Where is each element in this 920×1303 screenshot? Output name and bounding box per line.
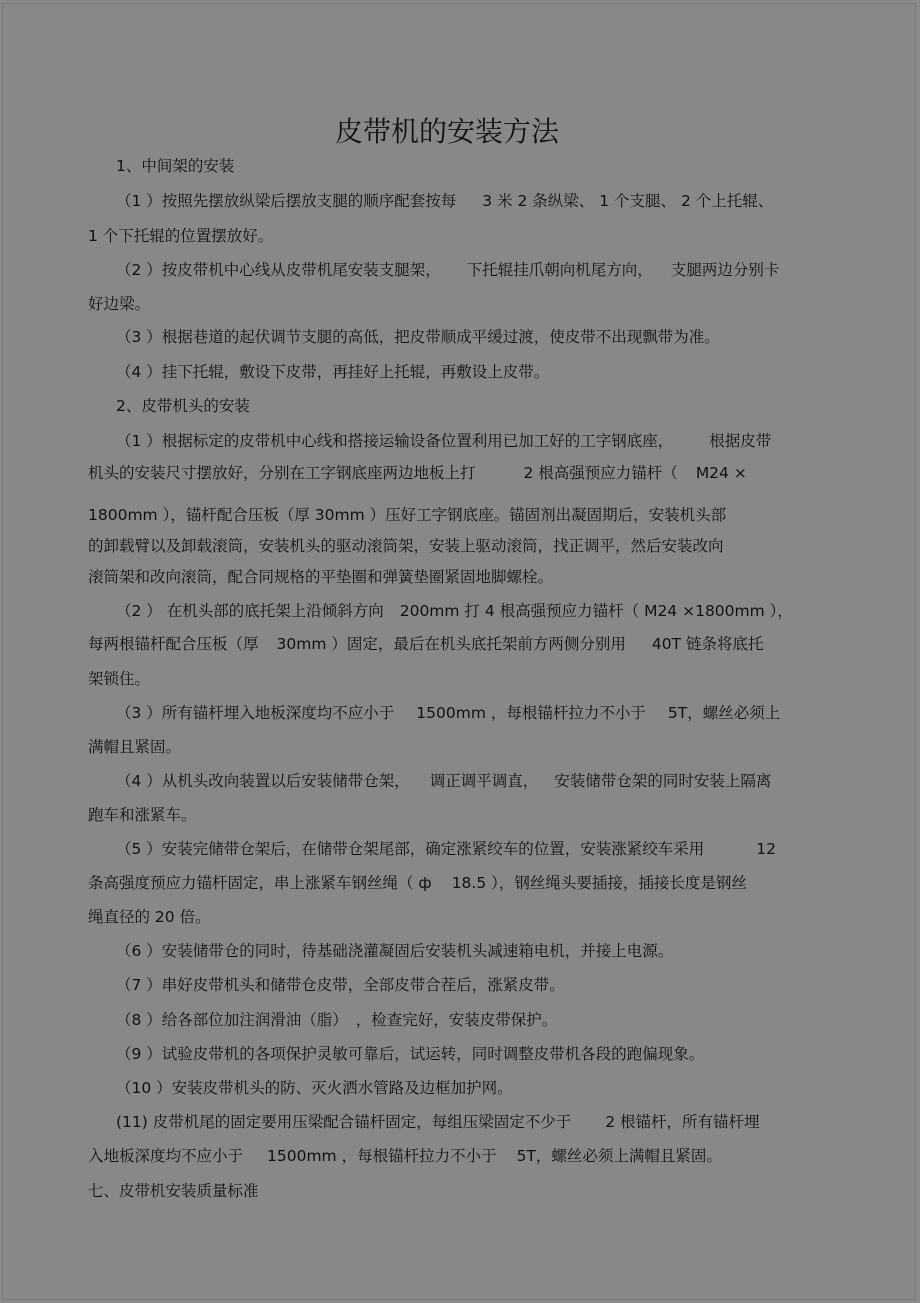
text-segment: 18.5 ），钢丝绳头要插接，插接长度是钢丝 [451,874,747,892]
section-heading: 1、中间架的安装 [116,157,235,175]
paragraph-line: 1800mm ），锚杆配合压板（厚 30mm ）压好工字钢底座。锚固剂出凝固期后，安装机头部 [88,506,727,524]
paragraph-line: （9 ）试验皮带机的各项保护灵敏可靠后，试运转，同时调整皮带机各段的跑偏现象。 [116,1045,705,1063]
text-segment: 根据皮带 [709,432,772,450]
text-segment: 12 [756,840,777,858]
paragraph-line: 满帽且紧固。 [88,738,182,756]
paragraph-line: （3 ）根据巷道的起伏调节支腿的高低，把皮带顺成平缓过渡，使皮带不出现飘带为准。 [116,328,720,346]
text-segment: （2 ） 在机头部的底托架上沿倾斜方向 [116,602,384,620]
text-segment: （2 ）按皮带机中心线从皮带机尾安装支腿架， [116,261,441,279]
text-segment: 40T 链条将底托 [651,635,764,653]
paragraph-line [88,462,747,484]
text-segment: 1500mm ，每根锚杆拉力不小于 [267,1147,497,1165]
text-segment: 条高强度预应力锚杆固定，串上涨紧车钢丝绳（ ф [88,874,432,892]
paragraph-line: 滚筒架和改向滚筒，配合同规格的平垫圈和弹簧垫圈紧固地脚螺栓。 [88,568,554,586]
text-segment: （1 ）按照先摆放纵梁后摆放支腿的顺序配套按每 [116,192,457,210]
text-segment: （4 ）从机头改向装置以后安装储带仓架， [116,772,410,790]
text-segment: （1 ）根据标定的皮带机中心线和搭接运输设备位置利用已加工好的工字钢底座， [116,432,674,450]
paragraph-line: （4 ）挂下托辊，敷设下皮带，再挂好上托辊，再敷设上皮带。 [116,363,550,381]
text-segment: 入地板深度均不应小于 [88,1147,244,1165]
text-segment: 2 根高强预应力锚杆（ [523,464,678,482]
paragraph-line: （10 ）安装皮带机头的防、灭火洒水管路及边框加护网。 [116,1079,513,1097]
paragraph-line [116,259,779,281]
text-segment: （5 ）安装完储带仓架后，在储带仓架尾部，确定涨紧绞车的位置，安装涨紧绞车采用 [116,840,705,858]
paragraph-line [88,633,764,655]
page-title: 皮带机的安装方法 [334,115,559,148]
text-segment: 调正调平调直， [429,772,539,790]
paragraph-line: 跑车和涨紧车。 [88,806,197,824]
paragraph-line: 的卸载臂以及卸载滚筒，安装机头的驱动滚筒架，安装上驱动滚筒，找正调平，然后安装改向 [88,537,724,555]
text-segment: 5T，螺丝必须上满帽且紧固。 [516,1147,722,1165]
paragraph-line [116,1009,557,1031]
paragraph-line [116,1111,760,1133]
paragraph-line [88,872,747,894]
text-segment: 30mm ）固定，最后在机头底托架前方两侧分别用 [276,635,626,653]
paragraph-line [116,702,780,724]
paragraph-line: 好边梁。 [88,295,151,313]
paragraph-line [116,430,771,452]
paragraph-line [116,770,771,792]
paragraph-line: 架锁住。 [88,670,151,688]
paragraph-line [116,190,773,212]
text-segment: ，检查完好，安装皮带保护。 [355,1011,558,1029]
text-segment: M24 × [695,464,747,482]
text-segment: 安装储带仓架的同时安装上隔离 [554,772,772,790]
text-segment: 200mm 打 4 根高强预应力锚杆（ M24 ×1800mm ）， [399,602,793,620]
text-segment: 每两根锚杆配合压板（厚 [88,635,259,653]
paragraph-line [88,1145,722,1167]
text-segment: 1500mm ，每根锚杆拉力不小于 [416,704,646,722]
text-segment: 2 根锚杆，所有锚杆埋 [605,1113,760,1131]
paragraph-line: 绳直径的 20 倍。 [88,908,211,926]
paragraph-line: 1 个下托辊的位置摆放好。 [88,227,274,245]
section-heading: 七、皮带机安装质量标准 [88,1182,259,1200]
paragraph-line [116,600,793,622]
text-segment: 3 米 2 条纵梁、 1 个支腿、 2 个上托辊、 [482,192,774,210]
text-segment: 支腿两边分别卡 [670,261,780,279]
text-segment: 下托辊挂爪朝向机尾方向， [466,261,653,279]
paragraph-line: （7 ）串好皮带机头和储带仓皮带，全部皮带合茬后，涨紧皮带。 [116,976,565,994]
paragraph-line: （6 ）安装储带仓的同时，待基础浇灌凝固后安装机头减速箱电机，并接上电源。 [116,942,674,960]
text-segment: （8 ）给各部位加注润滑油（脂） [116,1011,348,1029]
text-segment: （3 ）所有锚杆埋入地板深度均不应小于 [116,704,395,722]
text-segment: 5T，螺丝必须上 [667,704,781,722]
paragraph-line [116,838,776,860]
section-heading: 2、皮带机头的安装 [116,397,250,415]
text-segment: 机头的安装尺寸摆放好，分别在工字钢底座两边地板上打 [88,464,476,482]
text-segment: (11) 皮带机尾的固定要用压梁配合锚杆固定，每组压梁固定不少于 [116,1113,572,1131]
